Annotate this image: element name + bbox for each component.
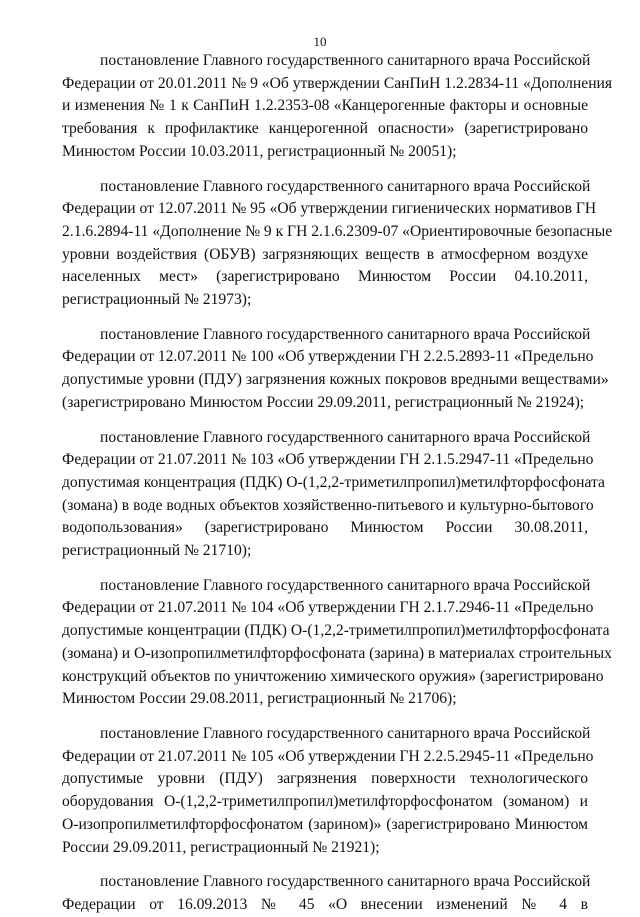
paragraph-line: постановление Главного государственного санитарного врача Российской <box>100 52 591 69</box>
paragraph-line: постановление Главного государственного санитарного врача Российской <box>100 873 591 891</box>
paragraph-line: населенных мест» (зарегистрировано Минюстом России 04.10.2011, <box>62 268 588 286</box>
paragraph <box>62 427 605 563</box>
paragraph <box>62 723 594 859</box>
paragraph-line: (зарегистрировано Минюстом России 29.09.2011, регистрационный № 21924); <box>62 393 585 411</box>
paragraph-line: (зомана) в воде водных объектов хозяйственно-питьевого и культурно-бытового <box>62 496 594 514</box>
paragraph-line: 2.1.6.2894-11 «Дополнение № 9 к ГН 2.1.6.2309-07 «Ориентировочные безопасные <box>62 222 613 240</box>
paragraph-line: регистрационный № 21710); <box>62 542 252 560</box>
paragraph <box>62 176 613 312</box>
paragraph-line: Минюстом России 29.08.2011, регистрационный № 21706); <box>62 690 457 708</box>
paragraph <box>62 575 612 711</box>
paragraph-line: оборудования О-(1,2,2-триметилпропил)метилфторфосфонатом (зоманом) и <box>62 793 588 811</box>
paragraph-line: постановление Главного государственного санитарного врача Российской <box>100 576 591 594</box>
paragraph-line: постановление Главного государственного санитарного врача Российской <box>100 325 591 343</box>
paragraph-line: конструкций объектов по уничтожению химического оружия» (зарегистрировано <box>62 667 604 685</box>
paragraph-line: постановление Главного государственного санитарного врача Российской <box>100 177 591 195</box>
paragraph <box>62 324 609 415</box>
paragraph-line: допустимая концентрация (ПДК) О-(1,2,2-триметилпропил)метилфторфосфоната <box>62 473 605 491</box>
paragraph-line: регистрационный № 21973); <box>62 291 252 309</box>
paragraph-line: Федерации от 21.07.2011 № 105 «Об утверждении ГН 2.2.5.2945-11 «Предельно <box>62 747 594 765</box>
paragraph <box>62 50 613 164</box>
paragraph-line: России 29.09.2011, регистрационный № 21921); <box>62 838 380 856</box>
paragraph-line: уровни воздействия (ОБУВ) загрязняющих веществ в атмосферном воздухе <box>62 245 588 263</box>
paragraph-line: Федерации от 12.07.2011 № 100 «Об утверждении ГН 2.2.5.2893-11 «Предельно <box>62 348 594 366</box>
paragraph-line: допустимые уровни (ПДУ) загрязнения поверхности технологического <box>62 770 588 788</box>
paragraph-line: Федерации от 20.01.2011 № 9 «Об утверждении СанПиН 1.2.2834-11 «Дополнения <box>62 74 613 92</box>
paragraph-line: Федерации от 21.07.2011 № 103 «Об утверждении ГН 2.1.5.2947-11 «Предельно <box>62 451 594 469</box>
paragraph-line: требования к профилактике канцерогенной опасности» (зарегистрировано <box>62 120 588 138</box>
paragraph-line: Федерации от 16.09.2013 № 45 «О внесении изменений № 4 в <box>62 895 588 913</box>
paragraph-line: постановление Главного государственного санитарного врача Российской <box>100 724 591 742</box>
paragraph <box>62 871 591 916</box>
paragraph-line: и изменения № 1 к СанПиН 1.2.2353-08 «Канцерогенные факторы и основные <box>62 97 588 115</box>
paragraph-line: постановление Главного государственного санитарного врача Российской <box>100 428 591 446</box>
paragraph-line: Федерации от 12.07.2011 № 95 «Об утверждении гигиенических нормативов ГН <box>62 200 597 218</box>
document-body <box>62 50 613 917</box>
paragraph-line: допустимые концентрации (ПДК) О-(1,2,2-триметилпропил)метилфторфосфоната <box>62 622 610 640</box>
paragraph-line: водопользования» (зарегистрировано Минюстом России 30.08.2011, <box>62 519 588 537</box>
page-number: 10 <box>313 34 327 49</box>
paragraph-line: Минюстом России 10.03.2011, регистрационный № 20051); <box>62 142 457 160</box>
paragraph-line: Федерации от 21.07.2011 № 104 «Об утверждении ГН 2.1.7.2946-11 «Предельно <box>62 599 594 617</box>
paragraph-line: О-изопропилметилфторфосфонатом (зарином)» (зарегистрировано Минюстом <box>62 815 588 833</box>
paragraph-line: (зомана) и О-изопропилметилфторфосфоната (зарина) в материалах строительных <box>62 644 612 662</box>
paragraph-line: допустимые уровни (ПДУ) загрязнения кожных покровов вредными веществами» <box>62 371 609 389</box>
